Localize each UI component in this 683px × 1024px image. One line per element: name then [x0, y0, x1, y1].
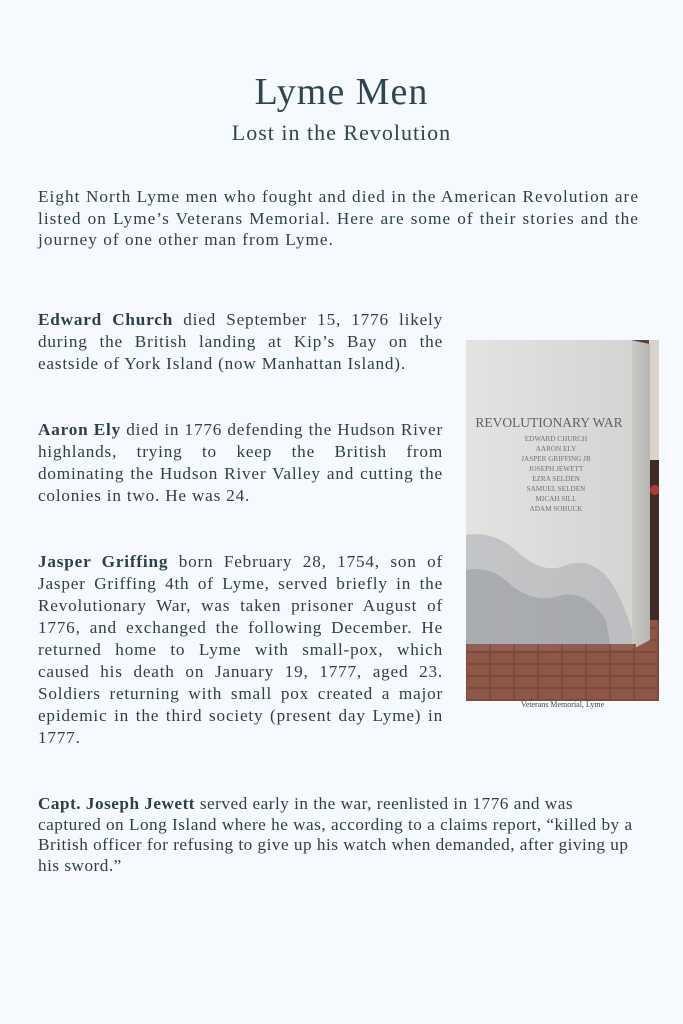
inscription-name: ADAM SOBUCK — [529, 505, 583, 513]
photo-caption: Veterans Memorial, Lyme — [520, 700, 605, 709]
entry-text: died in 1776 defending the Hudson River highlands, trying to keep the British from dominating the Hudson River Valley and cutting the colonies in two. He was 24. — [38, 420, 443, 505]
inscription-name: JASPER GRIFFING JR — [521, 455, 591, 463]
memorial-photo — [466, 340, 659, 701]
entry-text: served early in the war, reenlisted in 1776 and was captured on Long Island where he was, according to a claims report, “killed by a British officer for refusing to give up his watch when demanded, after giving up his sword.” — [38, 794, 633, 875]
inscription-name: EDWARD CHURCH — [524, 435, 588, 443]
entry-jasper-griffing — [38, 551, 443, 749]
page-subtitle: Lost in the Revolution — [231, 120, 452, 145]
entry-name: Jasper Griffing — [38, 552, 169, 571]
inscription-name: JOSEPH JEWETT — [528, 465, 584, 473]
entry-name: Capt. Joseph Jewett — [38, 794, 196, 813]
inscription-heading: REVOLUTIONARY WAR — [475, 415, 623, 430]
entry-text: died September 15, 1776 likely during the British landing at Kip’s Bay on the eastside of York Island (now Manhattan Island). — [38, 310, 443, 373]
intro-paragraph: Eight North Lyme men who fought and died in the American Revolution are listed on Lyme’s Veterans Memorial. Here are some of their stories and the journey of one other man from Lyme. — [38, 187, 639, 249]
entry-name: Edward Church — [38, 310, 174, 329]
inscription-name: AARON ELY — [535, 445, 577, 453]
entry-edward-church — [38, 309, 443, 375]
inscription-name: SAMUEL SELDEN — [526, 485, 586, 493]
entry-aaron-ely — [38, 419, 443, 507]
entry-name: Aaron Ely — [38, 420, 121, 439]
page-title: Lyme Men — [254, 71, 429, 113]
inscription-name: MICAH SILL — [535, 495, 577, 503]
entry-joseph-jewett — [38, 794, 639, 876]
entry-text: born February 28, 1754, son of Jasper Griffing 4th of Lyme, served briefly in the Revolutionary War, was taken prisoner August of 1776, and exchanged the following December. He returned home to Lyme with small-pox, which caused his death on January 19, 1777, aged 23. Soldiers returning with small pox created a major epidemic in the third society (present day Lyme) in 1777. — [38, 552, 444, 747]
inscription-name: EZRA SELDEN — [532, 475, 580, 483]
